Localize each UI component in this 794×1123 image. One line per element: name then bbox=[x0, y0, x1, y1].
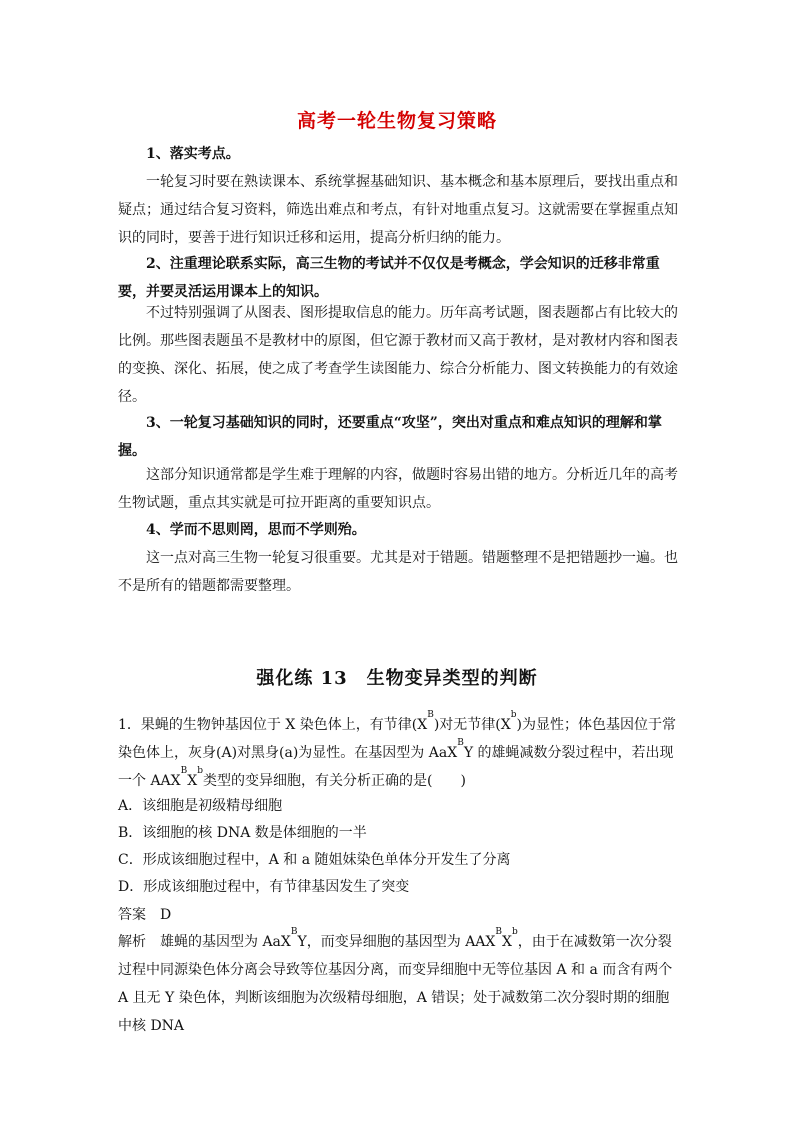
answer-label: 答案 bbox=[118, 907, 146, 923]
option-d: D．形成该细胞过程中，有节律基因发生了突变 bbox=[118, 879, 410, 895]
section-4-heading: 4、学而不思则罔，思而不学则殆。 bbox=[146, 522, 366, 538]
option-c: C．形成该细胞过程中，A 和 a 随姐妹染色单体分开发生了分离 bbox=[118, 852, 511, 868]
page-title: 高考一轮生物复习策略 bbox=[296, 110, 497, 132]
section-3-body: 这部分知识通常都是学生难于理解的内容，做题时容易出错的地方。分析近几年的高考生物试题，重点其实就是可拉开距离的重要知识点。 bbox=[118, 467, 678, 511]
section-2-heading: 2、注重理论联系实际，高三生物的考试并不仅仅是考概念，学会知识的迁移非常重要，并要灵活运用课本上的知识。 bbox=[118, 256, 660, 300]
option-a: A．该细胞是初级精母细胞 bbox=[118, 798, 283, 814]
question-1-stem: 1．果蝇的生物钟基因位于 X 染色体上，有节律$(X^B)$对无节律$(X^b)$为显性；体色基因位于常染色体上，灰身(A)对黑身(a)为显性。在基因型为 AaX$^B$Y 的雄蝇减数分裂过程中，若出现一个 $AAX^BX^b$类型的变异细胞，有关分析正确的是( ) bbox=[118, 710, 676, 789]
exercise-title: 强化练 13 生物变异类型的判断 bbox=[256, 668, 538, 689]
analysis-label: 解析 bbox=[118, 934, 146, 950]
section-1-heading: 1、落实考点。 bbox=[146, 146, 240, 162]
answer-line bbox=[118, 901, 171, 929]
option-b: B．该细胞的核 DNA 数是体细胞的一半 bbox=[118, 825, 367, 841]
section-1-body: 一轮复习时要在熟读课本、系统掌握基础知识、基本概念和基本原理后，要找出重点和疑点；通过结合复习资料，筛选出难点和考点，有针对地重点复习。这就需要在掌握重点知识的同时，要善于进行知识迁移和运用，提高分析归纳的能力。 bbox=[118, 174, 678, 246]
answer-value: D bbox=[160, 907, 172, 923]
analysis-text: 解析 雄蝇的基因型为 AaX$^B$Y，而变异细胞的基因型为 $AAX^BX^b$，由于在减数第一次分裂过程中同源染色体分离会导致等位基因分离，而变异细胞中无等位基因 A 和 a 而含有两个 A 且无 Y 染色体，判断该细胞为次级精母细胞，A 错误；处于减数第二次分裂时期的细胞中核 DNA bbox=[118, 927, 673, 1034]
section-4-body: 这一点对高三生物一轮复习很重要。尤其是对于错题。错题整理不是把错题抄一遍。也不是所有的错题都需要整理。 bbox=[118, 550, 678, 594]
section-2-body: 不过特别强调了从图表、图形提取信息的能力。历年高考试题，图表题都占有比较大的比例。那些图表题虽不是教材中的原图，但它源于教材而又高于教材，是对教材内容和图表的变换、深化、拓展，使之成了考查学生读图能力、综合分析能力、图文转换能力的有效途径。 bbox=[118, 305, 678, 405]
section-3-heading: 3、一轮复习基础知识的同时，还要重点“攻坚”，突出对重点和难点知识的理解和掌握。 bbox=[118, 415, 662, 459]
